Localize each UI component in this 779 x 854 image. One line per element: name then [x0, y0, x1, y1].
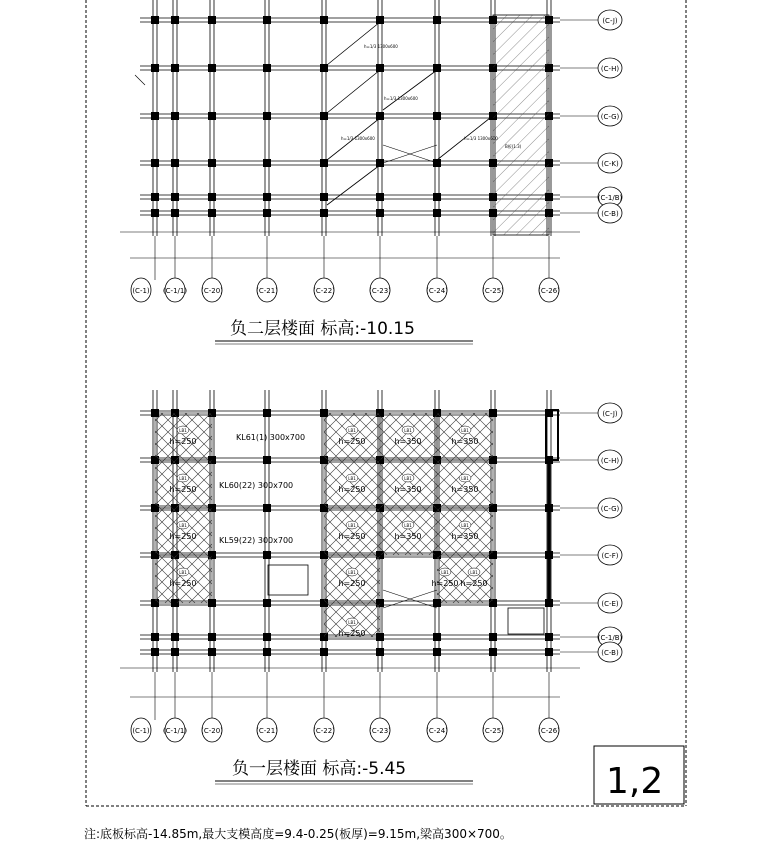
slab-hatch	[380, 460, 437, 508]
slab-thickness: h=350	[394, 485, 422, 494]
axis-label: (C-22)	[313, 287, 335, 295]
slab-name: LB1	[179, 523, 187, 528]
column	[376, 16, 384, 24]
axis-label: (C-25)	[482, 287, 504, 295]
slab-label: B板(1.3)	[505, 144, 522, 149]
slab-name: LB1	[441, 570, 449, 575]
column	[433, 633, 441, 641]
axis-label: (C-H)	[600, 457, 620, 465]
column	[171, 159, 179, 167]
column	[208, 193, 216, 201]
column	[151, 633, 159, 641]
slab-label: h=1/3 1300x600	[341, 136, 375, 141]
column	[376, 64, 384, 72]
slab-name: LB1	[404, 428, 412, 433]
beam-label: KL60(22) 300x700	[219, 481, 294, 490]
slab-thickness: h=250	[338, 629, 366, 638]
column	[320, 209, 328, 217]
slab-thickness: h=350	[394, 532, 422, 541]
column	[171, 193, 179, 201]
footnote: 注:底板标高-14.85m,最大支模高度=9.4-0.25(板厚)=9.15m,梁高300×700。	[84, 827, 512, 841]
axis-label: (C-G)	[600, 113, 620, 121]
slab-name: LB1	[470, 570, 478, 575]
column	[320, 112, 328, 120]
column	[320, 193, 328, 201]
axis-label: (C-20)	[201, 287, 223, 295]
column	[263, 648, 271, 656]
slab-hatch	[324, 460, 380, 508]
slab-name: LB1	[179, 428, 187, 433]
axis-label: (C-K)	[601, 160, 619, 168]
slab-name: LB1	[179, 476, 187, 481]
column	[263, 159, 271, 167]
slab-name: LB1	[179, 570, 187, 575]
column	[376, 159, 384, 167]
column	[545, 648, 553, 656]
ramp-line	[327, 70, 380, 113]
axis-label: (C-1/1)	[162, 287, 188, 295]
sheet-border	[86, 0, 686, 806]
axis-label: (C-21)	[256, 287, 278, 295]
wall-outline	[546, 410, 558, 460]
axis-label: (C-1)	[132, 727, 150, 735]
axis-label: (C-24)	[426, 287, 448, 295]
column	[263, 456, 271, 464]
axis-label: (C-26)	[538, 727, 560, 735]
stair-block	[268, 565, 308, 595]
column	[263, 504, 271, 512]
column	[208, 112, 216, 120]
slab-thickness: h=250	[460, 579, 488, 588]
axis-label: (C-1)	[132, 287, 150, 295]
axis-label: (C-1/B)	[597, 634, 623, 642]
column	[320, 648, 328, 656]
column	[171, 112, 179, 120]
axis-label: (C-23)	[369, 287, 391, 295]
axis-label: (C-23)	[369, 727, 391, 735]
column	[171, 64, 179, 72]
column	[151, 209, 159, 217]
slab-name: LB1	[348, 570, 356, 575]
axis-label: (C-20)	[201, 727, 223, 735]
column	[151, 16, 159, 24]
slab-label: h=1/3 1300x600	[384, 96, 418, 101]
slab-name: LB1	[404, 523, 412, 528]
plan-title-basement-2: 负二层楼面 标高:-10.15	[230, 319, 415, 339]
column	[171, 633, 179, 641]
axis-label: (C-21)	[256, 727, 278, 735]
slab-thickness: h=350	[451, 532, 479, 541]
column	[433, 64, 441, 72]
column	[151, 112, 159, 120]
slab-name: LB1	[461, 476, 469, 481]
axis-label: (C-1/1)	[162, 727, 188, 735]
column	[263, 112, 271, 120]
column	[208, 64, 216, 72]
column	[263, 209, 271, 217]
axis-label: (C-26)	[538, 287, 560, 295]
axis-label: (C-H)	[600, 65, 620, 73]
slab-thickness: h=250	[169, 437, 197, 446]
slab-name: LB1	[348, 523, 356, 528]
column	[433, 193, 441, 201]
column	[151, 64, 159, 72]
axis-label: (C-J)	[602, 410, 618, 418]
column	[171, 209, 179, 217]
column	[263, 551, 271, 559]
axis-label: (C-G)	[600, 505, 620, 513]
column	[263, 409, 271, 417]
column	[208, 648, 216, 656]
slab-name: LB1	[348, 620, 356, 625]
section-mark	[135, 75, 145, 85]
slab-thickness: h=250	[338, 437, 366, 446]
slab-thickness: h=250	[169, 579, 197, 588]
column	[376, 648, 384, 656]
column	[320, 159, 328, 167]
slab-label: h=1/3 1300x600	[364, 44, 398, 49]
column	[376, 112, 384, 120]
slab-name: LB1	[348, 428, 356, 433]
axis-label: (C-24)	[426, 727, 448, 735]
slab-name: LB1	[461, 523, 469, 528]
column	[171, 16, 179, 24]
axis-label: (C-1/B)	[597, 194, 623, 202]
beam-label: KL61(1) 300x700	[236, 433, 306, 442]
column	[263, 64, 271, 72]
axis-label: (C-B)	[601, 210, 619, 218]
slab-thickness: h=250	[338, 532, 366, 541]
axis-label: (C-F)	[601, 552, 619, 560]
column	[151, 159, 159, 167]
axis-label: (C-25)	[482, 727, 504, 735]
column	[208, 633, 216, 641]
column	[320, 16, 328, 24]
column	[545, 633, 553, 641]
slab-name: LB1	[348, 476, 356, 481]
sheet-number: 1,2	[606, 761, 664, 802]
column	[208, 16, 216, 24]
plan-title-basement-1: 负一层楼面 标高:-5.45	[232, 759, 407, 779]
column	[151, 648, 159, 656]
axis-label: (C-J)	[602, 17, 618, 25]
slab-hatch	[437, 460, 493, 508]
axis-label: (C-B)	[601, 649, 619, 657]
slab-thickness: h=250	[338, 579, 366, 588]
column	[489, 648, 497, 656]
slab-thickness: h=250	[431, 579, 459, 588]
column	[320, 64, 328, 72]
ramp-line	[383, 70, 437, 110]
plan-basement-2	[120, 0, 623, 302]
slab-name: LB1	[404, 476, 412, 481]
column	[433, 209, 441, 217]
slab-thickness: h=250	[338, 485, 366, 494]
slab-thickness: h=250	[169, 485, 197, 494]
column	[433, 112, 441, 120]
slab-name: LB1	[461, 428, 469, 433]
stair-block	[508, 608, 544, 634]
column	[263, 16, 271, 24]
column	[433, 648, 441, 656]
column	[489, 633, 497, 641]
slab-thickness: h=350	[451, 485, 479, 494]
column	[433, 16, 441, 24]
slab-thickness: h=350	[394, 437, 422, 446]
column	[376, 209, 384, 217]
beam-label: KL59(22) 300x700	[219, 536, 294, 545]
column	[208, 159, 216, 167]
column	[263, 599, 271, 607]
hatched-opening	[493, 15, 549, 235]
column	[171, 648, 179, 656]
column	[151, 193, 159, 201]
axis-label: (C-E)	[601, 600, 619, 608]
column	[263, 193, 271, 201]
column	[376, 193, 384, 201]
slab-label: h=1/3 1300x600	[464, 136, 498, 141]
plan-basement-1	[120, 390, 623, 742]
column	[208, 209, 216, 217]
slab-thickness: h=350	[451, 437, 479, 446]
slab-thickness: h=250	[169, 532, 197, 541]
slab-hatch	[155, 460, 212, 508]
column	[263, 633, 271, 641]
axis-label: (C-22)	[313, 727, 335, 735]
